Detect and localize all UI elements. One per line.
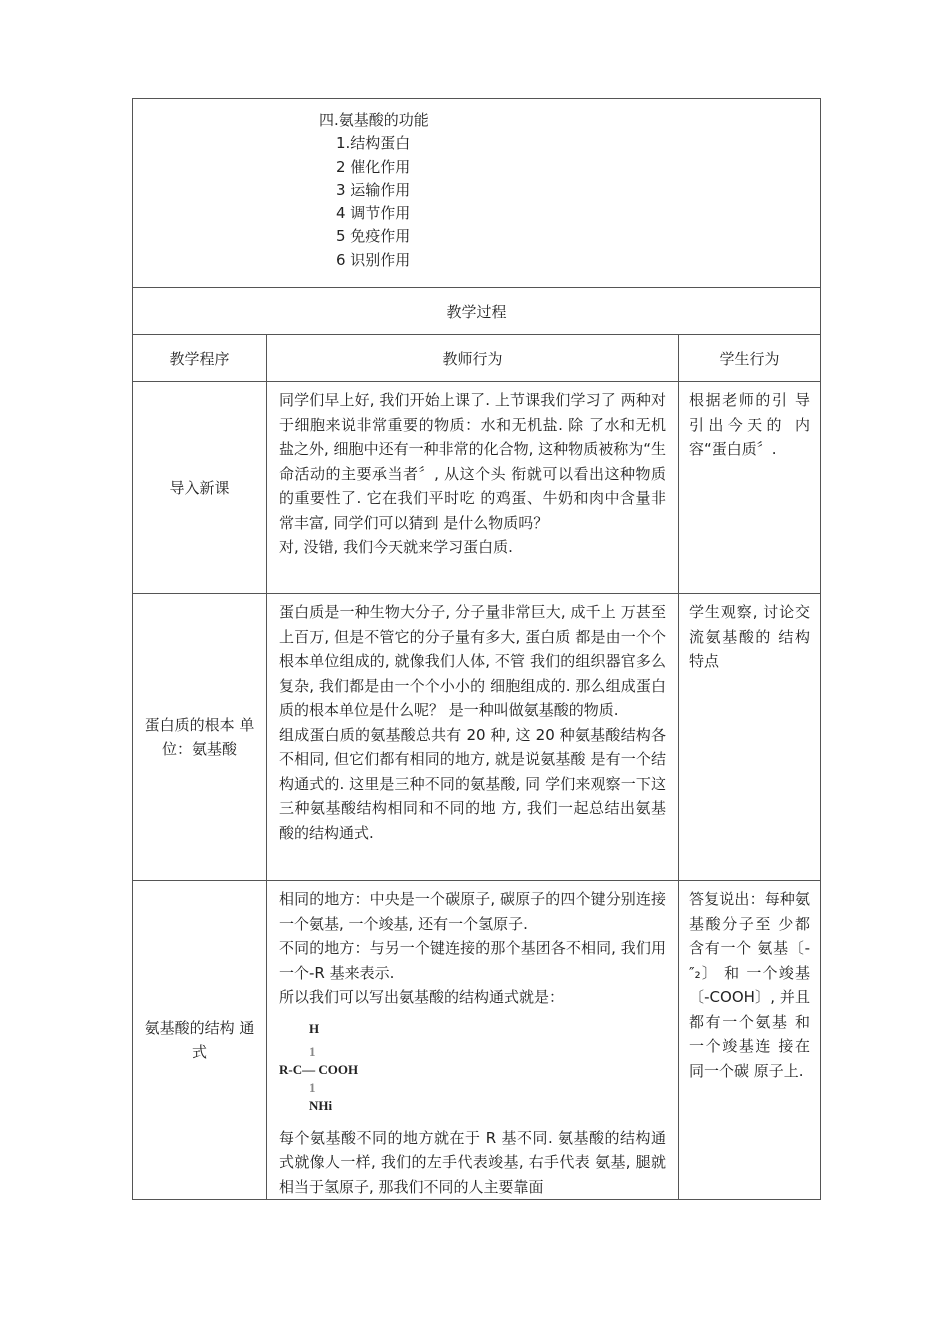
amino-acid-functions <box>133 99 820 272</box>
teacher-paragraph: 蛋白质是一种生物大分子, 分子量非常巨大, 成千上 万甚至上百万, 但是不管它的分子量有多大, 蛋白质 都是由一个个根本单位组成的, 就像我们人体, 不管 我们的组织器官多么复杂, 我们都是由一个个小小的 细胞组成的. 那么组成蛋白质的根本单位是什么呢？ 是一种叫做氨基酸的物质. <box>279 603 666 719</box>
teacher-paragraph: 每个氨基酸不同的地方就在于 R 基不同. 氨基酸的结构通式就像人一样, 我们的左手代表竣基, 右手代表 氨基, 腿就相当于氢原子, 那我们不同的人主要靠面 <box>279 1128 666 1196</box>
header-teacher: 教师行为 <box>267 335 679 382</box>
teacher-cell <box>267 881 679 1200</box>
formula-amino-group: NHi <box>309 1097 333 1113</box>
stage-label: 氨基酸的结构 通式 <box>133 881 267 1200</box>
table-row <box>133 594 821 881</box>
function-item: 1.结构蛋白 <box>336 134 411 153</box>
function-item: 4 调节作用 <box>336 204 411 223</box>
section-title: 教学过程 <box>133 288 821 335</box>
table-row <box>133 881 821 1200</box>
header-program: 教学程序 <box>133 335 267 382</box>
document-table-wrapper <box>132 98 820 1200</box>
table-row <box>133 382 821 594</box>
function-item: 6 识别作用 <box>336 250 411 269</box>
amino-acid-structural-formula <box>279 1014 666 1124</box>
teacher-paragraph: 同学们早上好, 我们开始上课了. 上节课我们学习了 两种对于细胞来说非常重要的物质：水和无机盐. 除 了水和无机盐之外, 细胞中还有一种非常的化合物, 这种物质被称为“生命活动的主要承当者〞, 从这个头 衔就可以看出这种物质的重要性了. 它在我们平时吃 的鸡蛋、牛奶和肉中含量非常丰富, 同学们可以猜到 是什么物质吗？ <box>279 391 666 532</box>
teacher-paragraph: 组成蛋白质的氨基酸总共有 20 种, 这 20 种氨基酸结构各不相同, 但它们都有相同的地方, 就是说氨基酸 是有一个结构通式的. 这里是三种不同的氨基酸, 同 学们来观察一下这三种氨基酸结构相同和不同的地 方, 我们一起总结出氨基酸的结构通式. <box>279 725 666 842</box>
header-row <box>133 335 821 382</box>
student-text: 根据老师的引 导引出今天的 内容“蛋白质〞. <box>689 391 811 458</box>
student-cell <box>679 594 821 881</box>
student-text: 学生观察, 讨论交流氨基酸的 结构特点 <box>689 603 811 670</box>
function-item: 3 运输作用 <box>336 180 411 199</box>
teacher-paragraph: 不同的地方：与另一个键连接的那个基团各不相同, 我们用一个-R 基来表示. <box>279 939 666 982</box>
stage-label: 导入新课 <box>133 382 267 594</box>
section-title-row <box>133 288 821 335</box>
functions-heading: 四.氨基酸的功能 <box>319 111 429 129</box>
teacher-paragraph: 所以我们可以写出氨基酸的结构通式就是： <box>279 988 565 1006</box>
student-cell <box>679 382 821 594</box>
lesson-plan-table <box>132 98 821 1200</box>
function-item: 5 免疫作用 <box>336 227 411 246</box>
teacher-paragraph: 对, 没错, 我们今天就来学习蛋白质. <box>279 538 513 556</box>
student-text: 答复说出：每种氨基酸分子至 少都含有一个 氨基〔-″₂〕 和 一个竣基〔-COOH〕, 并且都有一个氨基 和一个竣基连 接在同一个碳 原子上. <box>689 890 811 1080</box>
functions-row <box>133 99 821 288</box>
header-student: 学生行为 <box>679 335 821 382</box>
formula-bond-top: 1 <box>309 1043 316 1059</box>
function-item: 2 催化作用 <box>336 157 411 176</box>
student-cell <box>679 881 821 1200</box>
formula-bond-bottom: 1 <box>309 1079 316 1095</box>
functions-cell <box>133 99 821 288</box>
teacher-paragraph: 相同的地方：中央是一个碳原子, 碳原子的四个键分别连接一个氨基, 一个竣基, 还有一个氢原子. <box>279 890 666 933</box>
teacher-cell <box>267 594 679 881</box>
formula-hydrogen: H <box>309 1020 320 1036</box>
teacher-cell <box>267 382 679 594</box>
formula-main-chain: R-C— COOH <box>279 1061 359 1077</box>
stage-label: 蛋白质的根本 单位：氨基酸 <box>133 594 267 881</box>
